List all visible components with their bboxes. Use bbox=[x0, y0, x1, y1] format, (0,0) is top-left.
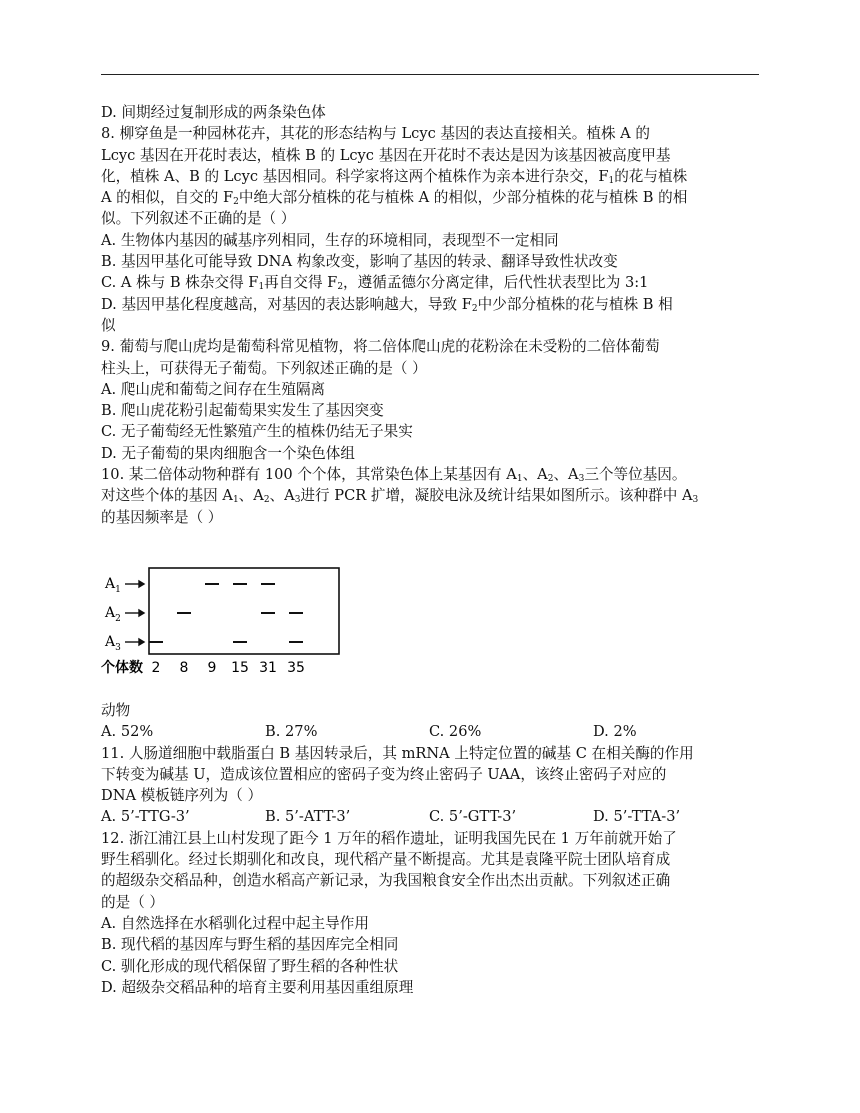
q10-stem-line2: 对这些个体的基因 $A_1$、$A_2$、$A_3$进行 PCR 扩增，凝胶电泳及统计结果如图所示。该种群中 $A_3$ bbox=[101, 487, 699, 506]
q12-stem-line3: 的超级杂交稻品种，创造水稻高产新记录，为我国粮食安全作出杰出贡献。下列叙述正确 bbox=[101, 872, 671, 890]
q9-stem-line2: 柱头上，可获得无子葡萄。下列叙述正确的是（ ） bbox=[101, 359, 427, 377]
q8-stem-line4: A 的相似，自交的 $F_2$中绝大部分植株的花与植株 A 的相似，少部分植株的花与植株 B 的相 bbox=[101, 189, 688, 208]
q12-stem-line2: 野生稻驯化。经过长期驯化和改良，现代稻产量不断提高。尤其是袁隆平院士团队培育成 bbox=[101, 851, 671, 869]
q11-stem-line2: 下转变为碱基 U，造成该位置相应的密码子变为终止密码子 UAA，该终止密码子对应的 bbox=[101, 765, 667, 783]
q12-option-a: A. 自然选择在水稻驯化过程中起主导作用 bbox=[101, 914, 369, 932]
q8-option-b: B. 基因甲基化可能导致 DNA 构象改变，影响了基因的转录、翻译导致性状改变 bbox=[101, 253, 618, 271]
gel-bands bbox=[149, 584, 303, 642]
q8-option-d-cont: 似 bbox=[101, 316, 116, 334]
q9-option-d: D. 无子葡萄的果肉细胞含一个染色体组 bbox=[101, 444, 355, 462]
q11-option-c: C. 5’-GTT-3’ bbox=[429, 808, 517, 826]
row-label-a1: $A_1$ bbox=[105, 575, 121, 595]
q10-stem-line3: 的基因频率是（ ） bbox=[101, 508, 223, 526]
q9-option-a: A. 爬山虎和葡萄之间存在生殖隔离 bbox=[101, 380, 326, 398]
q12-option-b: B. 现代稻的基因库与野生稻的基因库完全相同 bbox=[101, 936, 399, 954]
q11-options bbox=[101, 806, 763, 827]
header-rule bbox=[101, 74, 759, 75]
q11-option-d: D. 5’-TTA-3’ bbox=[593, 808, 681, 826]
q11-option-a: A. 5’-TTG-3’ bbox=[101, 808, 190, 826]
q12-option-c: C. 驯化形成的现代稻保留了野生稻的各种性状 bbox=[101, 957, 399, 975]
column-label: 8 bbox=[179, 659, 189, 676]
q10-option-b: B. 27% bbox=[265, 723, 318, 741]
question-9 bbox=[101, 336, 763, 464]
row-arrows bbox=[125, 581, 144, 645]
q12-stem-line1: 12. 浙江浦江县上山村发现了距今 1 万年的稻作遗址，证明我国先民在 1 万年前就开始了 bbox=[101, 829, 677, 847]
column-label: 31 bbox=[259, 659, 277, 676]
q9-stem-line1: 9. 葡萄与爬山虎均是葡萄科常见植物，将二倍体爬山虎的花粉涂在未受粉的二倍体葡萄 bbox=[101, 338, 660, 356]
column-label: 35 bbox=[287, 659, 305, 676]
q8-option-c: C. A 株与 B 株杂交得 $F_1$再自交得 $F_2$，遵循孟德尔分离定律，后代性状表型比为 3:1 bbox=[101, 274, 649, 293]
q9-option-c: C. 无子葡萄经无性繁殖产生的植株仍结无子果实 bbox=[101, 423, 413, 441]
column-label: 2 bbox=[151, 659, 161, 676]
q8-stem-line3: 化，植株 A、B 的 Lcyc 基因相同。科学家将这两个植株作为亲本进行杂交，$F_1$的花与植株 bbox=[101, 167, 688, 186]
q10-option-d: D. 2% bbox=[593, 723, 637, 741]
q12-stem-line4: 的是（ ） bbox=[101, 893, 165, 911]
document-body bbox=[101, 102, 763, 998]
q8-stem-line5: 似。下列叙述不正确的是（ ） bbox=[101, 210, 296, 228]
q7-option-d: D. 间期经过复制形成的两条染色体 bbox=[101, 104, 326, 121]
q8-stem-line1: 8. 柳穿鱼是一种园林花卉，其花的形态结构与 Lcyc 基因的表达直接相关。植株 A 的 bbox=[101, 125, 650, 143]
q8-stem-line2: Lcyc 基因在开花时表达，植株 B 的 Lcyc 基因在开花时不表达是因为该基因被高度甲基 bbox=[101, 146, 671, 164]
q10-options bbox=[101, 721, 763, 742]
figure-caption: 动物 bbox=[101, 701, 131, 719]
q11-stem-line1: 11. 人肠道细胞中载脂蛋白 B 基因转录后，其 mRNA 上特定位置的碱基 C 在相关酶的作用 bbox=[101, 744, 694, 762]
x-axis-label: 个体数 bbox=[101, 659, 143, 676]
column-label: 15 bbox=[231, 659, 249, 676]
row-label-a3: $A_3$ bbox=[105, 633, 121, 653]
q8-option-d: D. 基因甲基化程度越高，对基因的表达影响越大，导致 $F_2$中少部分植株的花与植株 B 相 bbox=[101, 295, 673, 314]
q12-option-d: D. 超级杂交稻品种的培育主要利用基因重组原理 bbox=[101, 978, 414, 996]
q9-option-b: B. 爬山虎花粉引起葡萄果实发生了基因突变 bbox=[101, 402, 384, 420]
question-12 bbox=[101, 828, 763, 998]
question-10 bbox=[101, 464, 763, 742]
gel-figure-svg bbox=[101, 566, 341, 692]
q10-option-a: A. 52% bbox=[101, 723, 154, 741]
question-11 bbox=[101, 743, 763, 828]
q11-option-b: B. 5’-ATT-3’ bbox=[265, 808, 351, 826]
gel-electrophoresis-figure bbox=[101, 566, 341, 692]
q8-option-a: A. 生物体内基因的碱基序列相同，生存的环境相同，表现型不一定相同 bbox=[101, 231, 559, 249]
column-label: 9 bbox=[207, 659, 217, 676]
question-8 bbox=[101, 123, 763, 336]
q10-option-c: C. 26% bbox=[429, 723, 482, 741]
q11-stem-line3: DNA 模板链序列为（ ） bbox=[101, 787, 263, 805]
row-label-a2: $A_2$ bbox=[105, 604, 121, 624]
q10-stem-line1: 10. 某二倍体动物种群有 100 个个体，其常染色体上某基因有 $A_1$、$A_2$、$A_3$三个等位基因。 bbox=[101, 466, 687, 485]
